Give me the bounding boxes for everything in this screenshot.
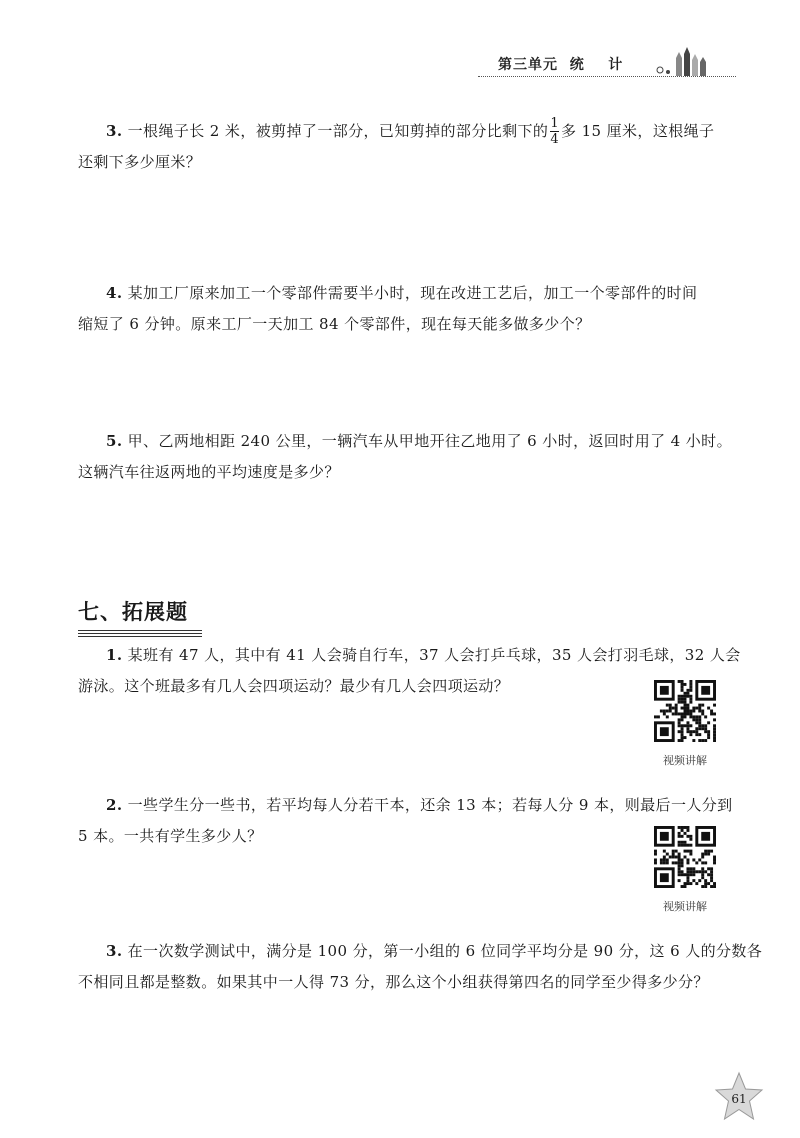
problem-text: 还剩下多少厘米？ (78, 153, 202, 171)
problem-number: 4. (106, 284, 123, 302)
pencils-icon (654, 46, 714, 78)
problem-number: 2. (106, 796, 123, 814)
problem-5 (78, 426, 732, 488)
problem-text: 在一次数学测试中，满分是 100 分，第一小组的 6 位同学平均分是 90 分，这 6 人的分数各 (127, 942, 763, 960)
header-rule (478, 76, 736, 77)
qr-code-icon[interactable] (654, 680, 716, 742)
problem-number: 3. (106, 122, 123, 140)
problem-number: 5. (106, 432, 123, 450)
fraction (550, 117, 559, 147)
qr-caption: 视频讲解 (663, 900, 707, 913)
problem-text: 一根绳子长 2 米，被剪掉了一部分，已知剪掉的部分比剩下的 (127, 122, 549, 140)
problem-text: 5 本。一共有学生多少人？ (78, 827, 263, 845)
problem-text: 这辆汽车往返两地的平均速度是多少？ (78, 463, 340, 481)
problem-number: 3. (106, 942, 123, 960)
unit-title: 第三单元 统 计 (498, 57, 624, 73)
extension-problem-3 (78, 936, 763, 998)
problem-text: 某加工厂原来加工一个零部件需要半小时，现在改进工艺后，加工一个零部件的时间 (127, 284, 698, 302)
problem-text: 缩短了 6 分钟。原来工厂一天加工 84 个零部件，现在每天能多做多少个？ (78, 315, 591, 333)
problem-text: 不相同且都是整数。如果其中一人得 73 分，那么这个小组获得第四名的同学至少得多少分？ (78, 973, 709, 991)
problem-text: 某班有 47 人，其中有 41 人会骑自行车，37 人会打乒乓球，35 人会打羽毛球，32 人会 (127, 646, 741, 664)
page-header (478, 46, 736, 82)
section-title: 七、拓展题 (78, 600, 188, 624)
qr-code-icon[interactable] (654, 826, 716, 888)
problem-4 (78, 278, 726, 340)
problem-number: 1. (106, 646, 123, 664)
fraction-numerator: 1 (550, 116, 559, 131)
problem-3 (78, 116, 726, 178)
problem-text: 多 15 厘米，这根绳子 (561, 122, 715, 140)
fraction-denominator: 4 (550, 132, 559, 147)
problem-text: 甲、乙两地相距 240 公里，一辆汽车从甲地开往乙地用了 6 小时，返回时用了 4 小时。 (127, 432, 732, 450)
page-number: 61 (731, 1092, 747, 1106)
problem-text: 一些学生分一些书，若平均每人分若干本，还余 13 本；若每人分 9 本，则最后一人分到 (127, 796, 733, 814)
extension-problem-2 (78, 790, 733, 852)
extension-problem-1 (78, 640, 741, 702)
qr-code[interactable] (654, 680, 716, 768)
qr-code[interactable] (654, 826, 716, 914)
section-underline (78, 630, 202, 639)
qr-caption: 视频讲解 (663, 754, 707, 767)
section-heading (78, 596, 202, 639)
problem-text: 游泳。这个班最多有几人会四项运动？最少有几人会四项运动？ (78, 677, 510, 695)
